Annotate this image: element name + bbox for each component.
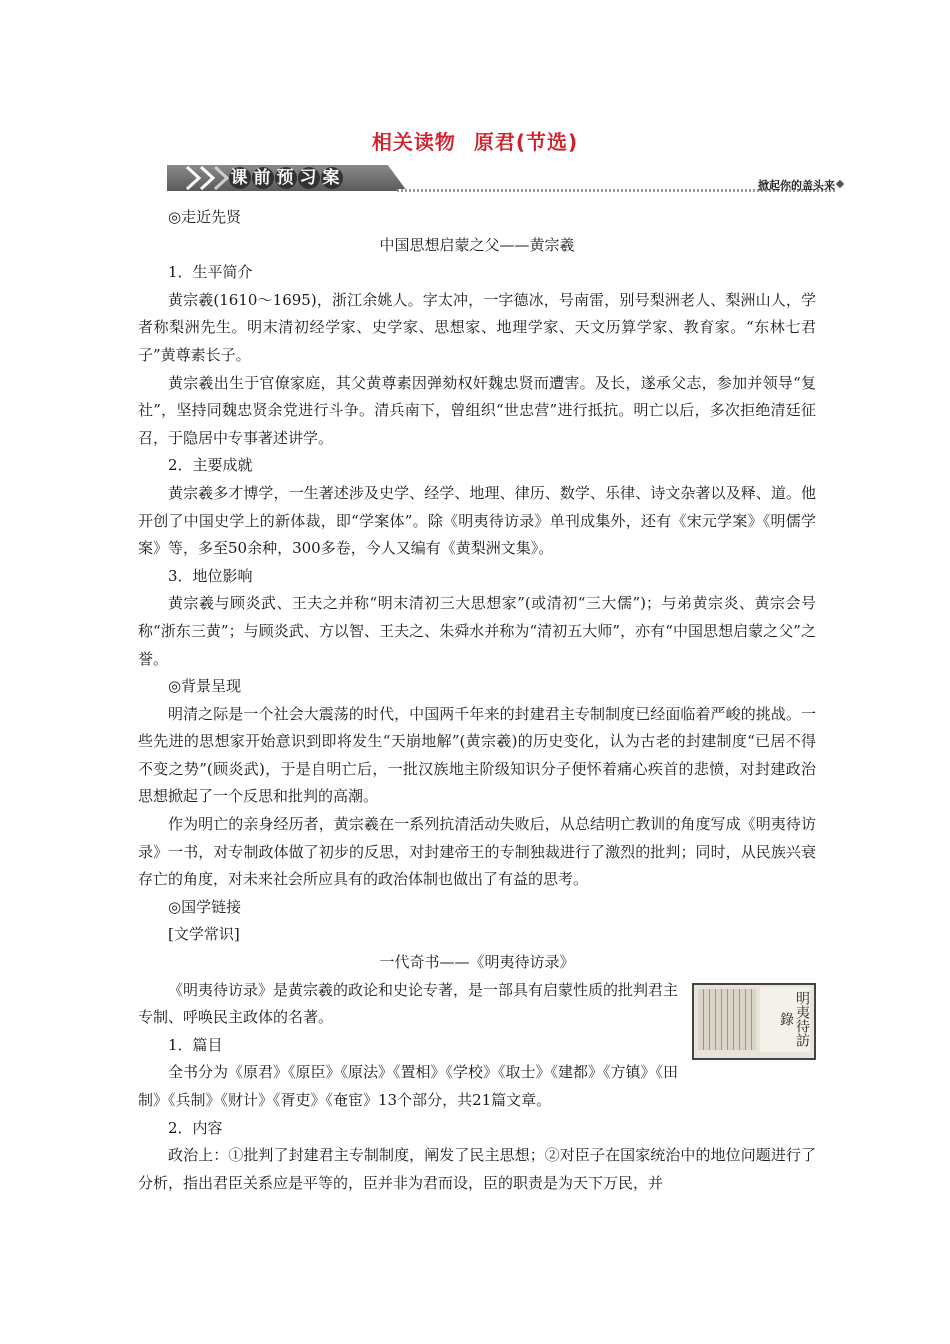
section-subtitle: 中国思想启蒙之父——黄宗羲	[379, 235, 575, 254]
paragraph: 黄宗羲多才博学，一生著述涉及史学、经学、地理、律历、数学、乐律、诗文杂著以及释、道。他开创了中国史学上的新体裁，即“学案体”。除《明夷待访录》单刊成集外，还有《宋元学案》《明儒学案》等，多至50余种，300多卷，今人又编有《黄梨洲文集》。	[138, 483, 816, 558]
banner-char: 案	[322, 168, 342, 188]
section-heading: ◎背景呈现	[168, 677, 242, 696]
paragraph: 黄宗羲(1610～1695)，浙江余姚人。字太冲，一字德冰，号南雷，别号梨洲老人、梨洲山人，学者称梨洲先生。明末清初经学家、史学家、思想家、地理学家、天文历算学家、教育家。“东林七君子”黄尊素长子。	[138, 290, 816, 364]
subheading: 2．内容	[168, 1118, 223, 1137]
paragraph: 作为明亡的亲身经历者，黄宗羲在一系列抗清活动失败后，从总结明亡教训的角度写成《明夷待访录》一书，对专制政体做了初步的反思，对封建帝王的专制独裁进行了激烈的批判；同时，从民族兴衰存亡的角度，对未来社会所应具有的政治体制也做出了有益的思考。	[138, 815, 816, 889]
paragraph: 黄宗羲出生于官僚家庭，其父黄尊素因弹劾权奸魏忠贤而遭害。及长，遂承父志，参加并领导“复社”，坚持同魏忠贤余党进行斗争。清兵南下，曾组织“世忠营”进行抵抗。明亡以后，多次拒绝清廷征召，于隐居中专事著述讲学。	[138, 373, 816, 447]
paragraph: 明清之际是一个社会大震荡的时代，中国两千年来的封建君主专制制度已经面临着严峻的挑战。一些先进的思想家开始意识到即将发生“天崩地解”(黄宗羲)的历史变化，认为古老的封建制度“已居不得不变之势”(顾炎武)，于是自明亡后，一批汉族地主阶级知识分子便怀着痛心疾首的悲愤，对封建政治思想掀起了一个反思和批判的高潮。	[138, 704, 816, 806]
book-page-left	[698, 989, 756, 1050]
section-subtitle: 一代奇书——《明夷待访录》	[379, 953, 575, 972]
banner-char: 前	[253, 168, 273, 188]
subheading: 1．生平简介	[168, 263, 253, 282]
main-content	[138, 204, 816, 1197]
banner-char: 课	[230, 168, 250, 188]
section-tag: [文学常识]	[168, 925, 240, 944]
subheading: 1．篇目	[168, 1035, 223, 1054]
paragraph: 黄宗羲与顾炎武、王夫之并称“明末清初三大思想家”(或清初“三大儒”)；与弟黄宗炎、黄宗会号称“浙东三黄”；与顾炎武、方以智、王夫之、朱舜水并称为“清初五大师”，亦有“中国思想启蒙之父”之誉。	[138, 594, 816, 668]
banner-label	[229, 167, 344, 189]
page-title	[0, 126, 950, 155]
section-heading: ◎国学链接	[168, 897, 242, 916]
title-left: 相关读物	[371, 130, 456, 154]
book-cover-title: 明夷待訪錄	[760, 987, 810, 1052]
banner-char: 习	[299, 168, 319, 188]
paragraph: 政治上：①批判了封建君主专制制度，阐发了民主思想；②对臣子在国家统治中的地位问题进行了分析，指出君臣关系应是平等的，臣并非为君而设，臣的职责是为天下万民，并	[138, 1146, 816, 1192]
paragraph: 《明夷待访录》是黄宗羲的政论和史论专著，是一部具有启蒙性质的批判君主专制、呼唤民主政体的名著。	[138, 980, 679, 1027]
subheading: 2．主要成就	[168, 456, 253, 475]
banner-char: 预	[276, 168, 296, 188]
section-heading: ◎走近先贤	[168, 208, 242, 226]
subheading: 3．地位影响	[168, 566, 253, 585]
title-right: 原君(节选)	[473, 130, 579, 154]
paragraph: 全书分为《原君》《原臣》《原法》《置相》《学校》《取士》《建都》《方镇》《田制》《兵制》《财计》《胥吏》《奄宦》13个部分，共21篇文章。	[138, 1063, 679, 1109]
diamond-icon	[836, 180, 844, 188]
section-banner	[167, 165, 843, 193]
book-cover-image	[692, 983, 816, 1060]
banner-right-text: 掀起你的盖头来	[758, 179, 835, 192]
